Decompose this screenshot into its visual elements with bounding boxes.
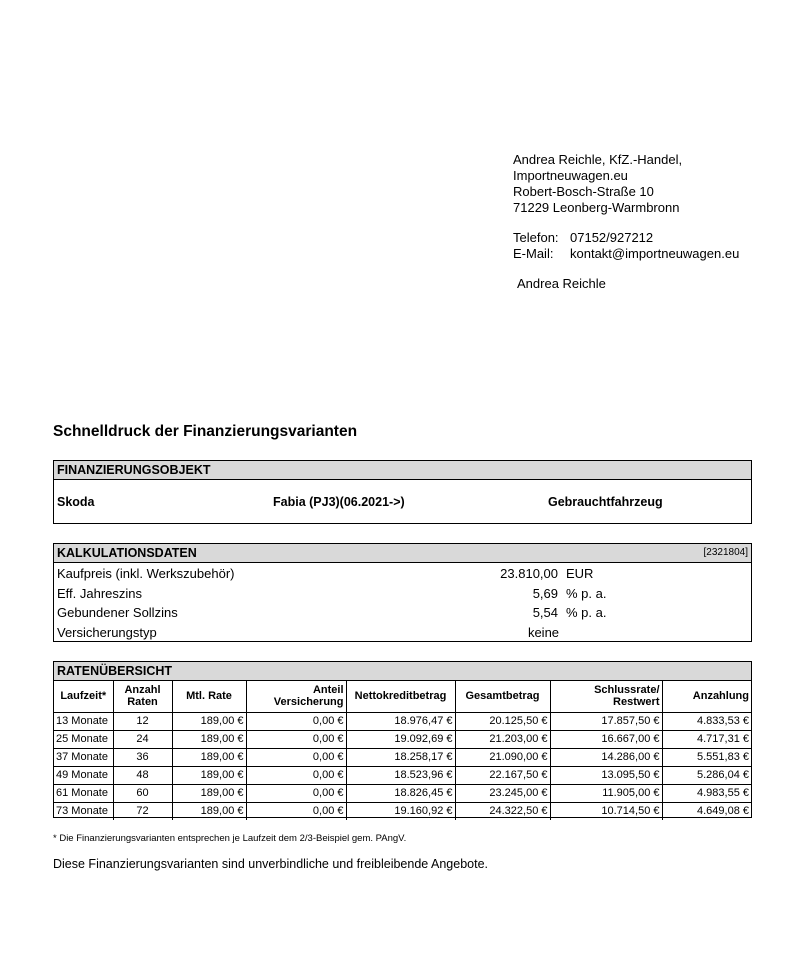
cell-count: 72 (113, 802, 172, 820)
col-header: Schlussrate/ Restwert (550, 681, 662, 712)
table-row (54, 712, 751, 730)
cell-final-rate: 14.286,00 € (550, 748, 662, 766)
calc-value: 23.810,00 (500, 566, 558, 581)
cell-final-rate: 11.905,00 € (550, 784, 662, 802)
cell-monthly: 189,00 € (172, 784, 246, 802)
cell-term: 37 Monate (54, 748, 113, 766)
cell-count: 12 (113, 712, 172, 730)
cell-final-rate: 17.857,50 € (550, 712, 662, 730)
cell-count: 36 (113, 748, 172, 766)
cell-net-credit: 19.092,69 € (346, 730, 455, 748)
page-title: Schnelldruck der Finanzierungsvarianten (53, 423, 358, 440)
cell-monthly: 189,00 € (172, 712, 246, 730)
calc-row (54, 603, 751, 623)
sender-email (513, 246, 739, 262)
cell-insurance: 0,00 € (246, 730, 346, 748)
cell-insurance: 0,00 € (246, 784, 346, 802)
cell-insurance: 0,00 € (246, 802, 346, 820)
col-header: Anzahlung (662, 681, 751, 712)
cell-insurance: 0,00 € (246, 748, 346, 766)
table-row (54, 784, 751, 802)
cell-monthly: 189,00 € (172, 748, 246, 766)
col-header: Anteil Versicherung (246, 681, 346, 712)
cell-insurance: 0,00 € (246, 766, 346, 784)
cell-net-credit: 18.258,17 € (346, 748, 455, 766)
cell-count: 60 (113, 784, 172, 802)
calc-value: 5,54 (532, 605, 558, 620)
cell-total: 20.125,50 € (455, 712, 550, 730)
cell-term: 25 Monate (54, 730, 113, 748)
sender-line-2: Importneuwagen.eu (513, 168, 628, 183)
cell-count: 24 (113, 730, 172, 748)
calc-label: Gebundener Sollzins (57, 605, 178, 620)
rate-overview-box (53, 661, 752, 818)
cell-monthly: 189,00 € (172, 730, 246, 748)
calc-row (54, 584, 751, 604)
calc-value: keine (527, 624, 560, 640)
phone-label: Telefon: (513, 230, 559, 245)
table-row (54, 766, 751, 784)
calc-value: 5,69 (532, 585, 558, 601)
cell-count: 48 (113, 766, 172, 784)
cell-final-rate: 13.095,50 € (550, 766, 662, 784)
cell-down-payment: 4.833,53 € (662, 712, 751, 730)
sender-line-3: Robert-Bosch-Straße 10 (513, 184, 654, 199)
cell-final-rate: 10.714,50 € (550, 802, 662, 820)
calc-label: Eff. Jahreszins (57, 585, 143, 601)
sender-line-1: Andrea Reichle, KfZ.-Handel, (513, 152, 683, 167)
cell-net-credit: 18.523,96 € (346, 766, 455, 784)
calculation-code: [2321804] (703, 547, 748, 558)
cell-net-credit: 19.160,92 € (346, 802, 455, 820)
cell-net-credit: 18.976,47 € (346, 712, 455, 730)
vehicle-model: Fabia (PJ3)(06.2021->) (273, 495, 405, 509)
vehicle-make: Skoda (57, 495, 95, 509)
cell-total: 24.322,50 € (455, 802, 550, 820)
calculation-header-title: KALKULATIONSDATEN (57, 546, 197, 560)
cell-term: 13 Monate (54, 712, 113, 730)
col-header: Nettokreditbetrag (346, 681, 455, 712)
sender-phone (513, 230, 739, 246)
calc-unit: % p. a. (566, 605, 607, 620)
cell-total: 23.245,00 € (455, 784, 550, 802)
phone-value: 07152/927212 (570, 230, 654, 245)
calc-unit: % p. a. (566, 585, 607, 601)
col-header: Gesamtbetrag (455, 681, 550, 712)
calc-row (54, 564, 751, 584)
table-row (54, 748, 751, 766)
vehicle-condition: Gebrauchtfahrzeug (548, 495, 663, 509)
cell-down-payment: 4.649,08 € (662, 802, 751, 820)
table-row (54, 802, 751, 820)
col-header: Mtl. Rate (172, 681, 246, 712)
calculation-box (53, 543, 752, 642)
calc-row (54, 623, 751, 643)
cell-insurance: 0,00 € (246, 712, 346, 730)
sender-address (513, 152, 739, 292)
closing-statement: Diese Finanzierungsvarianten sind unverbindliche und freibleibende Angebote. (53, 857, 489, 871)
footnote: * Die Finanzierungsvarianten entsprechen je Laufzeit dem 2/3-Beispiel gem. PAngV. (53, 833, 407, 844)
email-label: E-Mail: (513, 246, 554, 261)
col-header: Laufzeit* (54, 681, 113, 712)
table-row (54, 730, 751, 748)
col-header: Anzahl Raten (113, 681, 172, 712)
calculation-header (54, 544, 751, 563)
cell-total: 21.203,00 € (455, 730, 550, 748)
calc-label: Kaufpreis (inkl. Werkszubehör) (57, 566, 235, 581)
rate-overview-header: RATENÜBERSICHT (54, 662, 751, 681)
financing-object-box (53, 460, 752, 524)
cell-term: 61 Monate (54, 784, 113, 802)
sender-line-4: 71229 Leonberg-Warmbronn (513, 200, 680, 215)
cell-down-payment: 4.717,31 € (662, 730, 751, 748)
cell-monthly: 189,00 € (172, 802, 246, 820)
cell-down-payment: 5.551,83 € (662, 748, 751, 766)
financing-object-header: FINANZIERUNGSOBJEKT (54, 461, 751, 480)
cell-down-payment: 4.983,55 € (662, 784, 751, 802)
cell-final-rate: 16.667,00 € (550, 730, 662, 748)
cell-total: 21.090,00 € (455, 748, 550, 766)
calc-unit: EUR (566, 566, 594, 581)
calc-label: Versicherungstyp (57, 624, 157, 640)
cell-total: 22.167,50 € (455, 766, 550, 784)
rate-table (54, 681, 751, 820)
cell-down-payment: 5.286,04 € (662, 766, 751, 784)
cell-net-credit: 18.826,45 € (346, 784, 455, 802)
email-value: kontakt@importneuwagen.eu (570, 246, 740, 261)
contact-name: Andrea Reichle (517, 276, 606, 291)
cell-term: 73 Monate (54, 802, 113, 820)
cell-term: 49 Monate (54, 766, 113, 784)
cell-monthly: 189,00 € (172, 766, 246, 784)
